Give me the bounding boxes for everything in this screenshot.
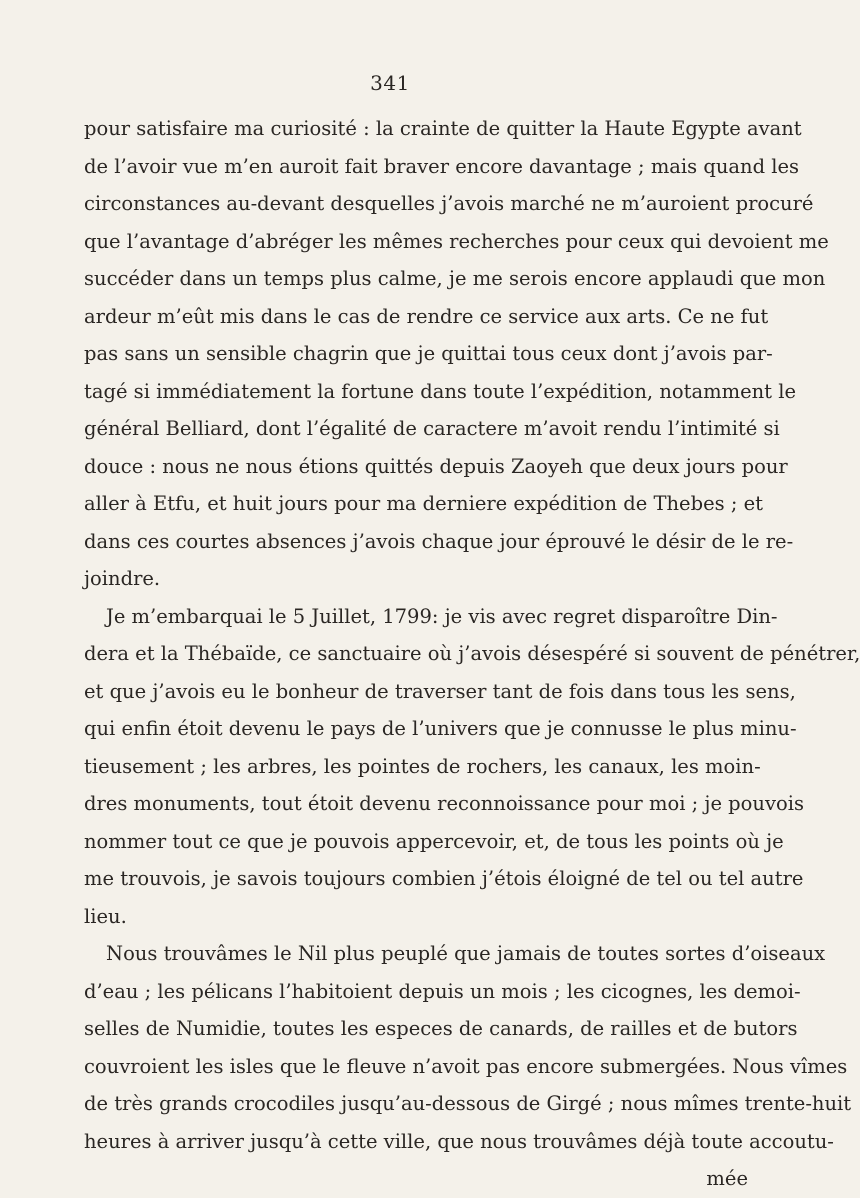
text-line: d’eau ; les pélicans l’habitoient depuis un mois ; les cicognes, les demoi- <box>84 979 801 1003</box>
text-line: circonstances au-devant desquelles j’avois marché ne m’auroient procuré <box>84 192 814 215</box>
text-line: dera et la Thébaïde, ce sanctuaire où j’avois désespéré si souvent de pénétrer, <box>84 642 860 665</box>
text-line: me trouvois, je savois toujours combien j’étois éloigné de tel ou tel autre <box>84 867 804 890</box>
paragraph-end-line: joindre. <box>84 567 161 590</box>
text-line: succéder dans un temps plus calme, je me serois encore applaudi que mon <box>84 267 826 290</box>
paragraph-start-line: Nous trouvâmes le Nil plus peuplé que jamais de toutes sortes d’oiseaux <box>106 942 826 965</box>
page-number: 341 <box>370 71 410 95</box>
text-line: dans ces courtes absences j’avois chaque jour éprouvé le désir de le re- <box>84 529 794 553</box>
text-line: de l’avoir vue m’en auroit fait braver encore davantage ; mais quand les <box>84 154 800 178</box>
text-line: selles de Numidie, toutes les especes de canards, de railles et de butors <box>84 1017 798 1040</box>
catchword: mée <box>706 1167 748 1190</box>
text-line: pas sans un sensible chagrin que je quittai tous ceux dont j’avois par- <box>84 342 773 365</box>
text-line: de très grands crocodiles jusqu’au-dessous de Girgé ; nous mîmes trente-huit <box>84 1092 852 1115</box>
text-line: tieusement ; les arbres, les pointes de rochers, les canaux, les moin- <box>84 754 761 778</box>
text-line: heures à arriver jusqu’à cette ville, que nous trouvâmes déjà toute accoutu- <box>84 1129 834 1153</box>
text-line: ardeur m’eût mis dans le cas de rendre ce service aux arts. Ce ne fut <box>84 304 769 328</box>
text-line: général Belliard, dont l’égalité de caractere m’avoit rendu l’intimité si <box>84 417 780 440</box>
text-line: dres monuments, tout étoit devenu reconnoissance pour moi ; je pouvois <box>84 792 804 815</box>
text-line: tagé si immédiatement la fortune dans toute l’expédition, notamment le <box>84 379 796 403</box>
text-line: douce : nous ne nous étions quittés depuis Zaoyeh que deux jours pour <box>84 454 788 478</box>
text-line: qui enfin étoit devenu le pays de l’univers que je connusse le plus minu- <box>84 717 797 740</box>
paragraph-start-line: Je m’embarquai le 5 Juillet, 1799: je vis avec regret disparoître Din- <box>106 604 778 628</box>
body-text <box>84 110 860 1198</box>
text-line: nommer tout ce que je pouvois appercevoir, et, de tous les points où je <box>84 829 784 853</box>
text-line: et que j’avois eu le bonheur de traverser tant de fois dans tous les sens, <box>84 679 796 703</box>
text-line: que l’avantage d’abréger les mêmes recherches pour ceux qui devoient me <box>84 229 829 253</box>
text-line: couvroient les isles que le fleuve n’avoit pas encore submergées. Nous vîmes <box>84 1054 848 1078</box>
text-line: pour satisfaire ma curiosité : la crainte de quitter la Haute Egypte avant <box>84 117 802 140</box>
text-line: aller à Etfu, et huit jours pour ma derniere expédition de Thebes ; et <box>84 492 763 515</box>
paragraph-end-line: lieu. <box>84 904 127 928</box>
